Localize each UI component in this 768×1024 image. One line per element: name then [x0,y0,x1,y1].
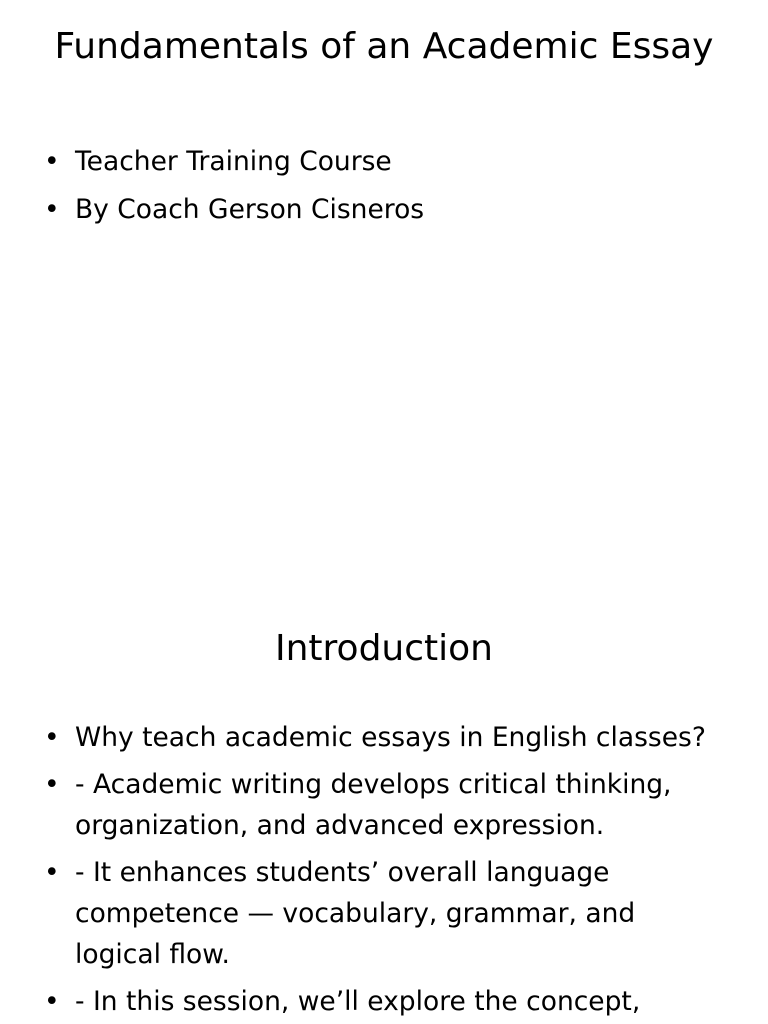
slide-title: Introduction [274,628,493,669]
slide-title: Fundamentals of an Academic Essay [54,26,714,67]
bullet-item: • Why teach academic essays in English classes? [0,717,768,758]
bullet-item: • - In this session, we’ll explore the concept, [0,981,768,1022]
bullet-item: • By Coach Gerson Cisneros [0,189,768,230]
bullet-list [0,141,768,237]
bullet-item: • - Academic writing develops critical thinking, organization, and advanced expression. [0,764,768,846]
bullet-item: • - It enhances students’ overall language competence — vocabulary, grammar, and logical flow. [0,852,768,975]
bullet-list [0,717,768,1024]
slide-introduction [0,560,768,1024]
bullet-item: • Teacher Training Course [0,141,768,182]
